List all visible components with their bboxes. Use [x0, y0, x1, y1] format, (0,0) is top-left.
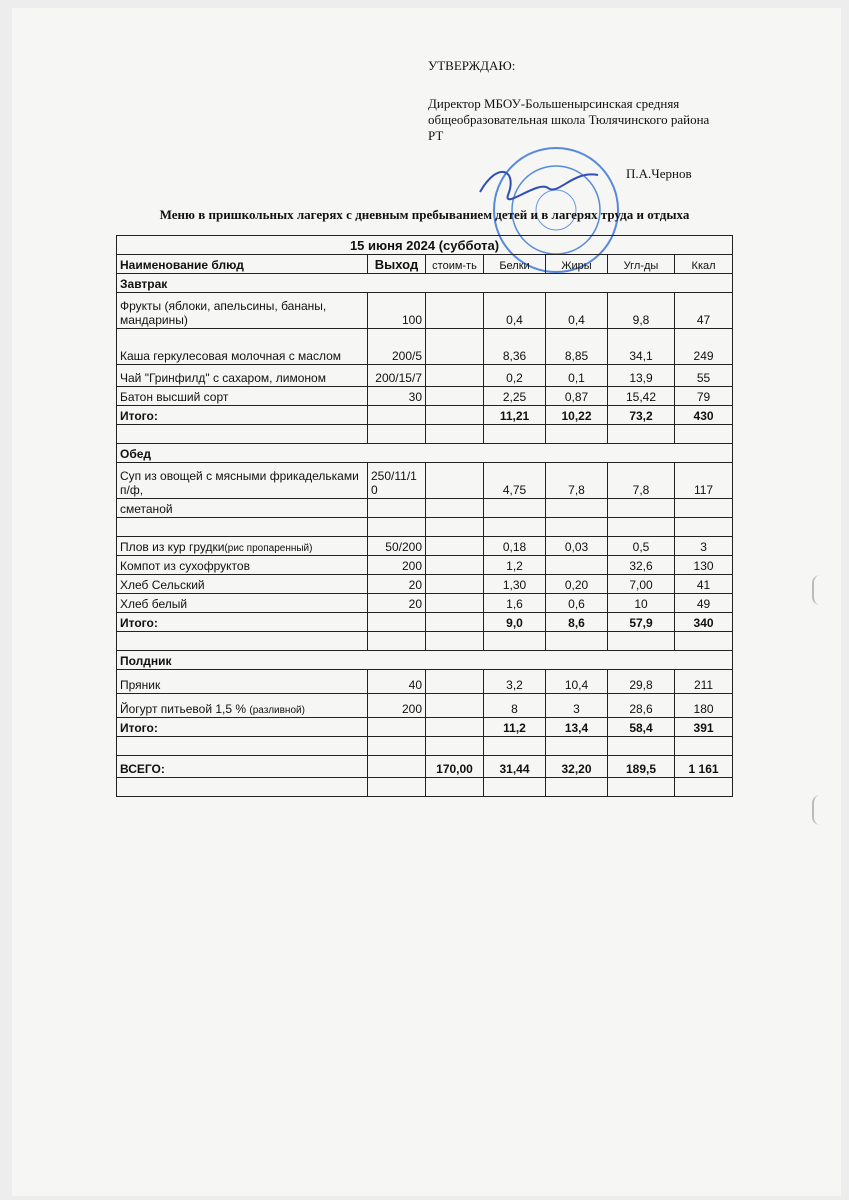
dish-name-continued: сметаной [117, 499, 368, 518]
dish-name [117, 537, 368, 556]
approval-block [428, 58, 738, 144]
header-row [117, 255, 733, 274]
dish-name-main: Плов из кур грудки [120, 540, 225, 554]
section-snack: Полдник [117, 651, 733, 670]
subtotal-protein: 11,2 [484, 718, 546, 737]
subtotal-kcal: 430 [675, 406, 733, 425]
dish-carbs: 0,5 [608, 537, 675, 556]
section-row [117, 651, 733, 670]
subtotal-label: Итого: [117, 406, 368, 425]
grand-total-fat: 32,20 [546, 756, 608, 778]
subtotal-row [117, 613, 733, 632]
document-title: Меню в пришкольных лагерях с дневным пребыванием детей и в лагерях труда и отдыха [159, 207, 690, 222]
dish-cost [426, 293, 484, 329]
dish-output: 50/200 [368, 537, 426, 556]
dish-name: Фрукты (яблоки, апельсины, бананы, мандарины) [117, 293, 368, 329]
dish-fat: 0,20 [546, 575, 608, 594]
subtotal-kcal: 340 [675, 613, 733, 632]
dish-fat: 0,4 [546, 293, 608, 329]
dish-output: 20 [368, 594, 426, 613]
dish-kcal: 55 [675, 365, 733, 387]
dish-note: (разливной) [249, 705, 305, 716]
dish-cost [426, 387, 484, 406]
grand-total-cost: 170,00 [426, 756, 484, 778]
header-carbs: Угл-ды [608, 255, 675, 274]
dish-kcal: 249 [675, 329, 733, 365]
dish-name: Хлеб Сельский [117, 575, 368, 594]
dish-name: Суп из овощей с мясными фрикадельками п/ф, [117, 463, 368, 499]
subtotal-label: Итого: [117, 718, 368, 737]
grand-total-label: ВСЕГО: [117, 756, 368, 778]
table-row [117, 329, 733, 365]
dish-kcal: 41 [675, 575, 733, 594]
header-fat: Жиры [546, 255, 608, 274]
dish-fat: 0,6 [546, 594, 608, 613]
subtotal-carbs: 57,9 [608, 613, 675, 632]
spacer-row [117, 737, 733, 756]
dish-kcal: 130 [675, 556, 733, 575]
dish-protein: 8,36 [484, 329, 546, 365]
dish-kcal: 117 [675, 463, 733, 499]
dish-output: 100 [368, 293, 426, 329]
dish-carbs: 9,8 [608, 293, 675, 329]
header-name: Наименование блюд [117, 255, 368, 274]
menu-table [116, 235, 733, 797]
dish-fat: 8,85 [546, 329, 608, 365]
subtotal-row [117, 718, 733, 737]
dish-cost [426, 365, 484, 387]
dish-protein: 4,75 [484, 463, 546, 499]
dish-protein: 0,2 [484, 365, 546, 387]
date-row [117, 236, 733, 255]
dish-cost [426, 329, 484, 365]
dish-kcal: 180 [675, 694, 733, 718]
dish-kcal: 79 [675, 387, 733, 406]
dish-output: 250/11/10 [368, 463, 426, 499]
paper-fold-mark [812, 795, 828, 825]
spacer-row [117, 425, 733, 444]
dish-carbs: 32,6 [608, 556, 675, 575]
table-row [117, 670, 733, 694]
dish-carbs: 13,9 [608, 365, 675, 387]
grand-total-carbs: 189,5 [608, 756, 675, 778]
grand-total-kcal: 1 161 [675, 756, 733, 778]
dish-carbs: 15,42 [608, 387, 675, 406]
grand-total-protein: 31,44 [484, 756, 546, 778]
dish-protein: 1,2 [484, 556, 546, 575]
dish-fat: 3 [546, 694, 608, 718]
dish-output: 200 [368, 556, 426, 575]
approval-heading: УТВЕРЖДАЮ: [428, 58, 516, 73]
dish-fat: 0,03 [546, 537, 608, 556]
dish-name: Батон высший сорт [117, 387, 368, 406]
dish-carbs: 10 [608, 594, 675, 613]
table-row [117, 463, 733, 499]
grand-total-row [117, 756, 733, 778]
section-breakfast: Завтрак [117, 274, 733, 293]
dish-carbs: 28,6 [608, 694, 675, 718]
header-output: Выход [368, 255, 426, 274]
dish-protein: 0,4 [484, 293, 546, 329]
dish-output: 200 [368, 694, 426, 718]
section-lunch: Обед [117, 444, 733, 463]
dish-fat [546, 556, 608, 575]
header-protein: Белки [484, 255, 546, 274]
dish-fat: 0,1 [546, 365, 608, 387]
dish-kcal: 211 [675, 670, 733, 694]
dish-kcal: 3 [675, 537, 733, 556]
table-row [117, 387, 733, 406]
subtotal-protein: 9,0 [484, 613, 546, 632]
section-row [117, 444, 733, 463]
subtotal-fat: 13,4 [546, 718, 608, 737]
approval-line-3: РТ [428, 128, 444, 143]
dish-kcal: 47 [675, 293, 733, 329]
spacer-row [117, 778, 733, 797]
dish-protein: 1,30 [484, 575, 546, 594]
subtotal-protein: 11,21 [484, 406, 546, 425]
spacer-row [117, 518, 733, 537]
dish-note: (рис пропаренный) [224, 543, 313, 554]
menu-date: 15 июня 2024 (суббота) [117, 236, 733, 255]
dish-fat: 7,8 [546, 463, 608, 499]
dish-protein: 1,6 [484, 594, 546, 613]
dish-name: Компот из сухофруктов [117, 556, 368, 575]
dish-carbs: 34,1 [608, 329, 675, 365]
approval-line-2: общеобразовательная школа Тюлячинского района [428, 112, 710, 127]
dish-fat: 0,87 [546, 387, 608, 406]
dish-protein: 8 [484, 694, 546, 718]
dish-protein: 0,18 [484, 537, 546, 556]
subtotal-fat: 8,6 [546, 613, 608, 632]
subtotal-kcal: 391 [675, 718, 733, 737]
dish-output: 30 [368, 387, 426, 406]
table-row [117, 575, 733, 594]
table-row [117, 293, 733, 329]
dish-name: Каша геркулесовая молочная с маслом [117, 329, 368, 365]
dish-name: Хлеб белый [117, 594, 368, 613]
paper-fold-mark [812, 575, 828, 605]
signer-name: П.А.Чернов [626, 166, 692, 181]
subtotal-fat: 10,22 [546, 406, 608, 425]
dish-protein: 3,2 [484, 670, 546, 694]
dish-output: 20 [368, 575, 426, 594]
header-cost: стоим-ть [426, 255, 484, 274]
spacer-row [117, 632, 733, 651]
dish-carbs: 7,00 [608, 575, 675, 594]
table-row [117, 694, 733, 718]
dish-name [117, 694, 368, 718]
table-row [117, 537, 733, 556]
dish-name: Чай "Гринфилд" с сахаром, лимоном [117, 365, 368, 387]
header-kcal: Ккал [675, 255, 733, 274]
table-row [117, 499, 733, 518]
dish-output: 200/5 [368, 329, 426, 365]
dish-kcal: 49 [675, 594, 733, 613]
subtotal-carbs: 58,4 [608, 718, 675, 737]
dish-output: 40 [368, 670, 426, 694]
subtotal-label: Итого: [117, 613, 368, 632]
table-row [117, 365, 733, 387]
dish-fat: 10,4 [546, 670, 608, 694]
dish-carbs: 29,8 [608, 670, 675, 694]
dish-name: Пряник [117, 670, 368, 694]
dish-protein: 2,25 [484, 387, 546, 406]
subtotal-row [117, 406, 733, 425]
dish-name-main: Йогурт питьевой 1,5 % [120, 702, 250, 716]
section-row [117, 274, 733, 293]
approval-line-1: Директор МБОУ-Большенырсинская средняя [428, 96, 680, 111]
dish-carbs: 7,8 [608, 463, 675, 499]
dish-output: 200/15/7 [368, 365, 426, 387]
table-row [117, 556, 733, 575]
table-row [117, 594, 733, 613]
subtotal-carbs: 73,2 [608, 406, 675, 425]
